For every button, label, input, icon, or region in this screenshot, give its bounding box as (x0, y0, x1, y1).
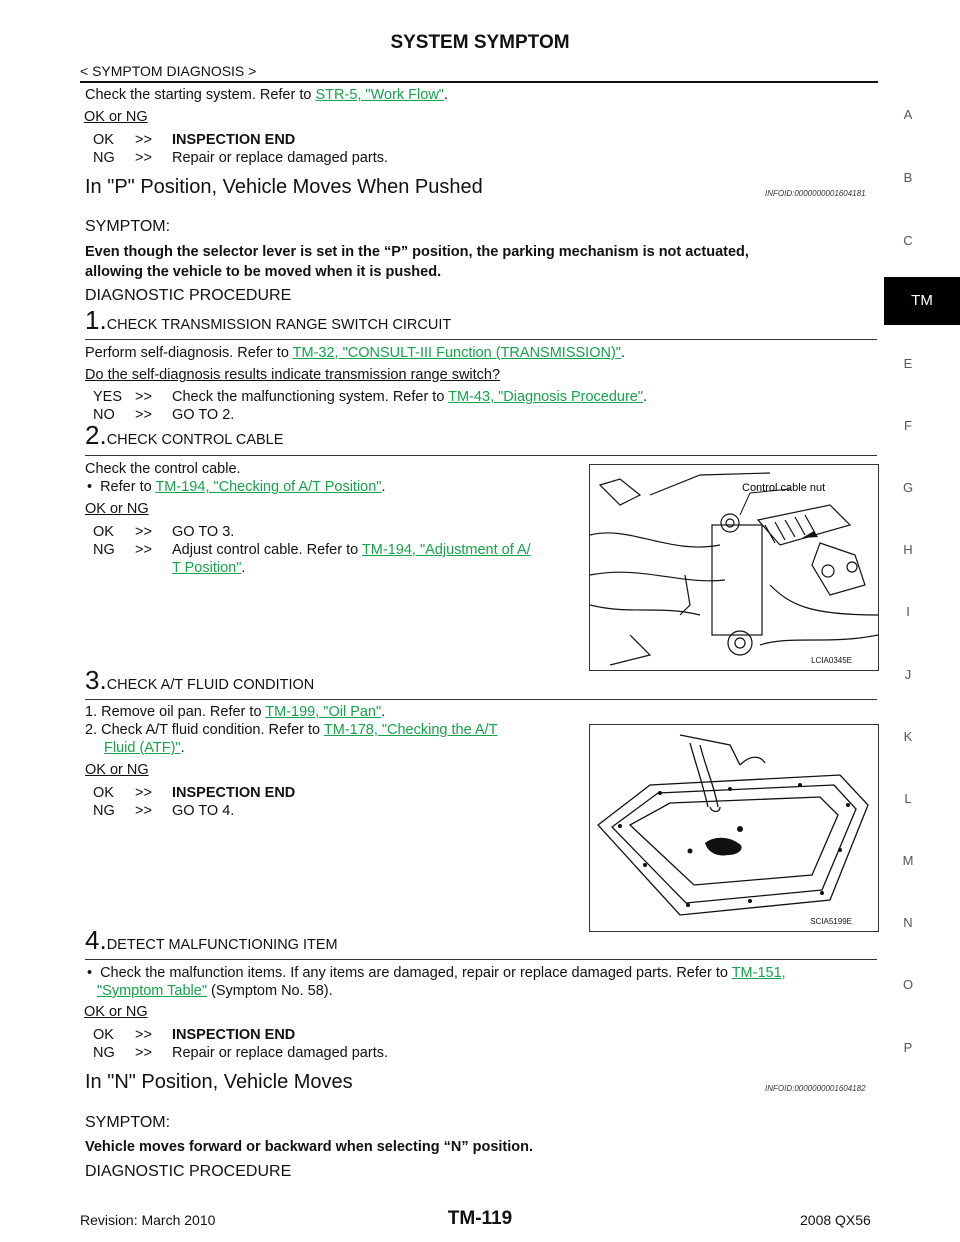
step-3-ok-row: OK >> INSPECTION END (93, 785, 296, 801)
header-rule (80, 81, 878, 83)
str-5-link[interactable]: STR-5, "Work Flow" (315, 87, 444, 103)
tm-151-link[interactable]: TM-151, (731, 965, 786, 981)
step-1-question: Do the self-diagnosis results indicate transmission range switch? (85, 367, 501, 383)
oil-pan-illustration (590, 725, 878, 931)
sidebar-letter-p[interactable]: P (903, 1040, 913, 1055)
step-4-ok-or-ng: OK or NG (84, 1004, 148, 1020)
step-4-ng-row: NG >> Repair or replace damaged parts. (93, 1045, 389, 1061)
step-4-rule (85, 959, 877, 960)
figure-id-scia: SCIA5199E (810, 917, 852, 926)
step-4-ok-row: OK >> INSPECTION END (93, 1027, 296, 1043)
sidebar-tab-tm[interactable]: TM (884, 277, 960, 325)
step-3-line2-cont: Fluid (ATF)". (104, 740, 185, 756)
info-id-2: INFOID:0000000001604182 (765, 1084, 866, 1093)
sidebar-letter-a[interactable]: A (903, 107, 913, 122)
step-2-rule (85, 455, 877, 456)
sidebar-letter-o[interactable]: O (902, 977, 914, 992)
ok-or-ng-label: OK or NG (84, 109, 148, 125)
breadcrumb: < SYMPTOM DIAGNOSIS > (80, 63, 257, 79)
step-2-ng-row-cont: T Position". (172, 560, 246, 576)
control-cable-figure (589, 464, 879, 671)
step-3-line2: 2. Check A/T fluid condition. Refer to TM-178, "Checking the A/T (85, 722, 498, 738)
step-1-no-row: NO >> GO TO 2. (93, 407, 235, 423)
intro-check-line: Check the starting system. Refer to STR-5, "Work Flow". (85, 87, 448, 103)
section-heading-p-position: In "P" Position, Vehicle Moves When Pushed (85, 176, 483, 198)
model-label: 2008 QX56 (800, 1212, 871, 1228)
tm-32-link[interactable]: TM-32, "CONSULT-III Function (TRANSMISSION)" (292, 345, 621, 361)
tm-178-link[interactable]: TM-178, "Checking the A/T (323, 722, 498, 738)
step-2-heading: 2.CHECK CONTROL CABLE (85, 420, 284, 450)
diagnostic-procedure-label-2: DIAGNOSTIC PROCEDURE (85, 1163, 292, 1180)
tm-178-link-cont[interactable]: Fluid (ATF)" (104, 740, 181, 756)
step-3-heading: 3.CHECK A/T FLUID CONDITION (85, 665, 315, 695)
sidebar-letter-c[interactable]: C (903, 233, 913, 248)
symptom-text: Even though the selector lever is set in the “P” position, the parking mechanism is not actuated, allowing the vehicle to be moved when it is pushed. (85, 244, 749, 280)
tm-194-adjustment-link-cont[interactable]: T Position" (172, 560, 242, 576)
sidebar-letter-g[interactable]: G (902, 480, 914, 495)
step-3-rule (85, 699, 877, 700)
sidebar-letter-f[interactable]: F (904, 418, 912, 433)
sidebar-letter-e[interactable]: E (903, 356, 913, 371)
sidebar-letter-l[interactable]: L (904, 791, 912, 806)
step-2-ok-row: OK >> GO TO 3. (93, 524, 235, 540)
revision-date: Revision: March 2010 (80, 1212, 216, 1228)
diagnostic-procedure-label: DIAGNOSTIC PROCEDURE (85, 287, 292, 304)
oil-pan-figure (589, 724, 879, 932)
sidebar-letter-i[interactable]: I (906, 604, 910, 619)
step-4-heading: 4.DETECT MALFUNCTIONING ITEM (85, 925, 338, 955)
page-number: TM-119 (447, 1208, 513, 1229)
sidebar-letter-h[interactable]: H (903, 542, 913, 557)
sidebar-letter-m[interactable]: M (902, 853, 914, 868)
step-1-rule (85, 339, 877, 340)
step-3-line1: 1. Remove oil pan. Refer to TM-199, "Oil Pan". (85, 704, 386, 720)
control-cable-nut-callout: Control cable nut (742, 482, 826, 494)
step-2-ng-row: NG >> Adjust control cable. Refer to TM-194, "Adjustment of A/ (93, 542, 531, 558)
info-id: INFOID:0000000001604181 (765, 189, 866, 198)
tm-199-link[interactable]: TM-199, "Oil Pan" (265, 704, 382, 720)
section-heading-n-position: In "N" Position, Vehicle Moves (85, 1071, 353, 1093)
tm-194-adjustment-link[interactable]: TM-194, "Adjustment of A/ (361, 542, 531, 558)
step-2-line2: • Refer to TM-194, "Checking of A/T Position". (87, 479, 386, 495)
symptom-label: SYMPTOM: (85, 218, 171, 235)
step-3-ok-or-ng: OK or NG (85, 762, 149, 778)
step-2-line1: Check the control cable. (85, 461, 241, 477)
control-cable-illustration (590, 465, 878, 670)
step-1-line: Perform self-diagnosis. Refer to TM-32, "CONSULT-III Function (TRANSMISSION)". (85, 345, 625, 361)
tm-43-link[interactable]: TM-43, "Diagnosis Procedure" (448, 389, 644, 405)
step-1-heading: 1.CHECK TRANSMISSION RANGE SWITCH CIRCUIT (85, 305, 452, 335)
sidebar-letter-b[interactable]: B (903, 170, 913, 185)
page-title: SYSTEM SYMPTOM (390, 32, 570, 53)
sidebar-letter-k[interactable]: K (903, 729, 913, 744)
symptom-table-link[interactable]: "Symptom Table" (97, 983, 207, 999)
step-2-ok-or-ng: OK or NG (85, 501, 149, 517)
step-4-line1: • Check the malfunction items. If any items are damaged, repair or replace damaged parts. Refer to TM-151, (87, 965, 786, 981)
intro-ng-row: NG >> Repair or replace damaged parts. (93, 150, 389, 166)
sidebar-letter-j[interactable]: J (904, 667, 912, 682)
tm-194-checking-link[interactable]: TM-194, "Checking of A/T Position" (155, 479, 382, 495)
sidebar-letter-n[interactable]: N (903, 915, 913, 930)
symptom-text-2: Vehicle moves forward or backward when selecting “N” position. (85, 1139, 534, 1155)
step-4-line2: "Symptom Table" (Symptom No. 58). (97, 983, 333, 999)
step-1-yes-row: YES >> Check the malfunctioning system. Refer to TM-43, "Diagnosis Procedure". (93, 389, 648, 405)
figure-id-lcia: LCIA0345E (811, 656, 852, 665)
symptom-label-2: SYMPTOM: (85, 1114, 171, 1131)
intro-ok-row: OK >> INSPECTION END (93, 132, 296, 148)
step-3-ng-row: NG >> GO TO 4. (93, 803, 235, 819)
